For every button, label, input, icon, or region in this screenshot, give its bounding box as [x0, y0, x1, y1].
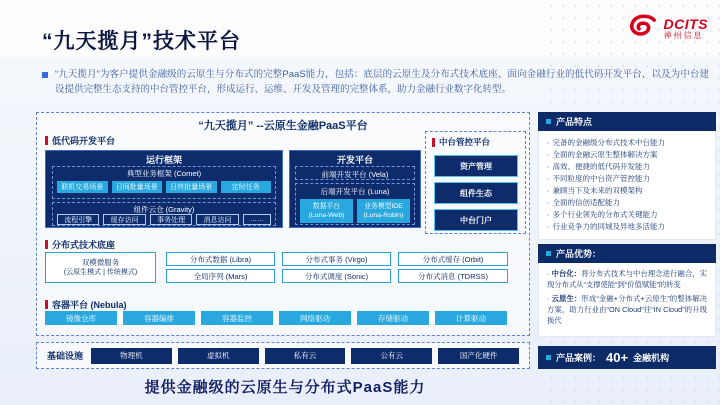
feature-text: 兼顾当下及未来的双模架构 [552, 186, 643, 195]
bullet-square-icon [42, 72, 48, 78]
page-title: “九天揽月”技术平台 [42, 30, 241, 53]
luna-robin-chip [357, 199, 410, 223]
cases-value: 40+ [606, 350, 629, 365]
backend-chip-row [300, 199, 410, 223]
backend-dev-box [295, 183, 415, 225]
section-lowcode-platform [45, 134, 115, 147]
cases-suffix: 金融机构 [633, 353, 670, 363]
comet-title: 典型业务框架 (Comet) [126, 169, 202, 178]
feature-item [547, 137, 707, 149]
section-marker-icon [45, 240, 48, 249]
bullet-square-icon [546, 251, 551, 256]
dot-bullet-icon: · [547, 174, 550, 183]
feature-item [547, 149, 707, 161]
frontend-dev-label: 前端开发平台 (Vela) [321, 170, 389, 179]
bullet-square-icon [546, 355, 551, 360]
product-features-header [538, 112, 716, 131]
dot-bullet-icon: · [547, 198, 550, 207]
gravity-chip: 消息访问 [196, 214, 238, 225]
dev-platform-title: 开发平台 [336, 155, 373, 165]
feature-item [547, 161, 707, 173]
feature-item [547, 221, 707, 233]
control-item: 中台门户 [434, 209, 518, 231]
distributed-base-label: 分布式技术底座 [52, 240, 116, 250]
control-platform-label: 中台管控平台 [439, 137, 491, 147]
feature-text: 全面的金融云原生整体解决方案 [552, 150, 658, 159]
feature-item [547, 173, 707, 185]
section-control-platform [432, 136, 490, 148]
infrastructure-label: 基础设施 [47, 351, 84, 361]
comet-chip: 日间批量场景 [112, 181, 163, 193]
bottom-slogan: 提供金融级的云原生与分布式PaaS能力 [144, 379, 426, 396]
gravity-title: 组件云仓 (Gravity) [133, 205, 195, 214]
product-advantages-body [538, 263, 716, 337]
product-advantages-header [538, 244, 716, 263]
container-chip: 计算驱动 [435, 311, 507, 325]
dcits-logo [627, 13, 709, 45]
control-item: 组件生态 [434, 182, 518, 204]
distributed-item: 分布式事务 (Virgo) [282, 252, 391, 266]
advantage-text: 将分布式技术与中台理念进行融合，实现分布式从“支撑使能”到“价值赋能”的转变 [547, 269, 707, 289]
feature-text: 行业竞争力的同城及异地多活能力 [552, 222, 665, 231]
feature-text: 多个行业领先的分布式关键能力 [552, 210, 658, 219]
dot-bullet-icon: · [547, 150, 550, 159]
dot-bullet-icon: · [547, 138, 550, 147]
container-chip: 容器监控 [201, 311, 273, 325]
paas-platform-diagram [36, 112, 530, 336]
container-chip: 存储驱动 [357, 311, 429, 325]
dual-mode-line1: 双模微服务 [81, 257, 120, 267]
container-chip: 镜像仓库 [45, 311, 117, 325]
feature-item [547, 185, 707, 197]
gravity-chip-more: …… [243, 214, 271, 225]
runtime-framework-box [45, 150, 283, 228]
advantage-label: 云原生： [551, 293, 582, 303]
control-item: 资产管理 [434, 155, 518, 177]
container-chip: 容器编排 [123, 311, 195, 325]
gravity-chip: 缓存访问 [103, 214, 145, 225]
container-chip-row [45, 311, 507, 325]
runtime-framework-title: 运行框架 [145, 155, 182, 165]
cases-label: 产品案例： [556, 353, 602, 363]
logo-company-text: 神州信息 [663, 31, 704, 41]
dual-mode-microservice-box [45, 252, 156, 283]
infrastructure-row [36, 342, 530, 369]
advantage-item: · 中台化：将分布式技术与中台理念进行融合，实现分布式从“支撑使能”到“价值赋能”的转变 [547, 269, 707, 289]
dev-platform-box [289, 150, 421, 228]
comet-chip: 联机交易场景 [57, 181, 108, 193]
feature-text: 高效、便捷的低代码开发能力 [552, 162, 650, 171]
feature-text: 不同粒度的中台资产管控能力 [552, 174, 650, 183]
dual-mode-line2: (云原生模式 | 传统模式) [63, 268, 138, 276]
section-lowcode-label: 低代码开发平台 [52, 136, 116, 146]
infrastructure-chip: 私有云 [265, 348, 346, 364]
intro-paragraph: “九天揽月”为客户提供金融级的云原生与分布式的完整PaaS能力，包括：底层的云原生及分布式技术底座、面向金融行业的低代码开发平台，以及为中台建设提供完整生态支持的中台管控平台，形成运行、运维、开发及管理的完整体系，助力金融行业数字化转型。 [55, 69, 709, 96]
logo-brand-text: DCITS [663, 15, 708, 32]
gravity-chip: 事务处理 [150, 214, 192, 225]
advantage-label: 中台化： [551, 269, 582, 278]
frontend-dev-box [295, 166, 415, 180]
feature-item [547, 197, 707, 209]
advantage-text: 形成“金融+分布式+云原生”的整体解决方案，助力行业由“ON Cloud”往“IN Cloud”的升级换代 [547, 293, 707, 325]
dcits-swirl-icon [627, 13, 659, 45]
product-features-title: 产品特点 [556, 117, 593, 127]
distributed-item: 分布式消息 (TDRSS) [398, 269, 508, 283]
gravity-chip: 流程引擎 [57, 214, 99, 225]
container-chip: 网络驱动 [279, 311, 351, 325]
dot-bullet-icon: · [547, 162, 550, 171]
bullet-square-icon [546, 119, 551, 124]
dot-bullet-icon: · [547, 222, 550, 231]
backend-dev-label: 后端开发平台 (Luna) [320, 187, 390, 196]
advantage-item: · 云原生：形成“金融+分布式+云原生”的整体解决方案，助力行业由“ON Cloud”往“IN Cloud”的升级换代 [547, 293, 707, 325]
product-advantages-title: 产品优势： [556, 249, 602, 259]
feature-text: 完备的金融级分布式技术中台能力 [552, 138, 665, 147]
product-features-card [538, 112, 716, 240]
feature-item [547, 209, 707, 221]
luna-robin-code: (Luna-Robin) [363, 212, 404, 219]
distributed-item: 分布式缓存 (Orbit) [398, 252, 508, 266]
infrastructure-chip: 物理机 [91, 348, 172, 364]
luna-web-chip [300, 199, 353, 223]
distributed-item: 分布式数据 (Libra) [166, 252, 275, 266]
dot-bullet-icon: · [547, 210, 550, 219]
infrastructure-chip: 虚拟机 [178, 348, 259, 364]
section-distributed-base [45, 238, 115, 251]
section-marker-icon [432, 138, 435, 147]
feature-text: 全面的信创适配能力 [552, 198, 620, 207]
gravity-group [52, 202, 276, 226]
comet-group [52, 166, 276, 199]
section-container-platform [45, 298, 127, 311]
comet-chip-row [57, 181, 271, 193]
diagram-title: “九天揽月” --云原生金融PaaS平台 [198, 120, 368, 132]
container-platform-label: 容器平台 (Nebula) [52, 300, 127, 310]
luna-robin-name: 业务模型IDE [364, 202, 403, 210]
section-marker-icon [45, 136, 48, 145]
infrastructure-chip: 公有云 [351, 348, 432, 364]
distributed-item: 分布式调度 (Sonic) [282, 269, 391, 283]
product-features-body [538, 131, 716, 240]
section-marker-icon [45, 300, 48, 309]
control-platform-panel [425, 131, 526, 234]
luna-web-name: 数据平台 [312, 202, 341, 210]
dot-bullet-icon: · [547, 186, 550, 195]
gravity-chip-row [57, 214, 271, 225]
product-cases-band [538, 346, 716, 369]
infrastructure-chip: 国产化硬件 [438, 348, 519, 364]
distributed-item: 全局序列 (Mars) [166, 269, 275, 283]
product-advantages-card [538, 244, 716, 337]
comet-chip: 日终批量场景 [166, 181, 217, 193]
comet-chip: 定时任务 [221, 181, 272, 193]
luna-web-code: (Luna-Web) [308, 212, 345, 219]
